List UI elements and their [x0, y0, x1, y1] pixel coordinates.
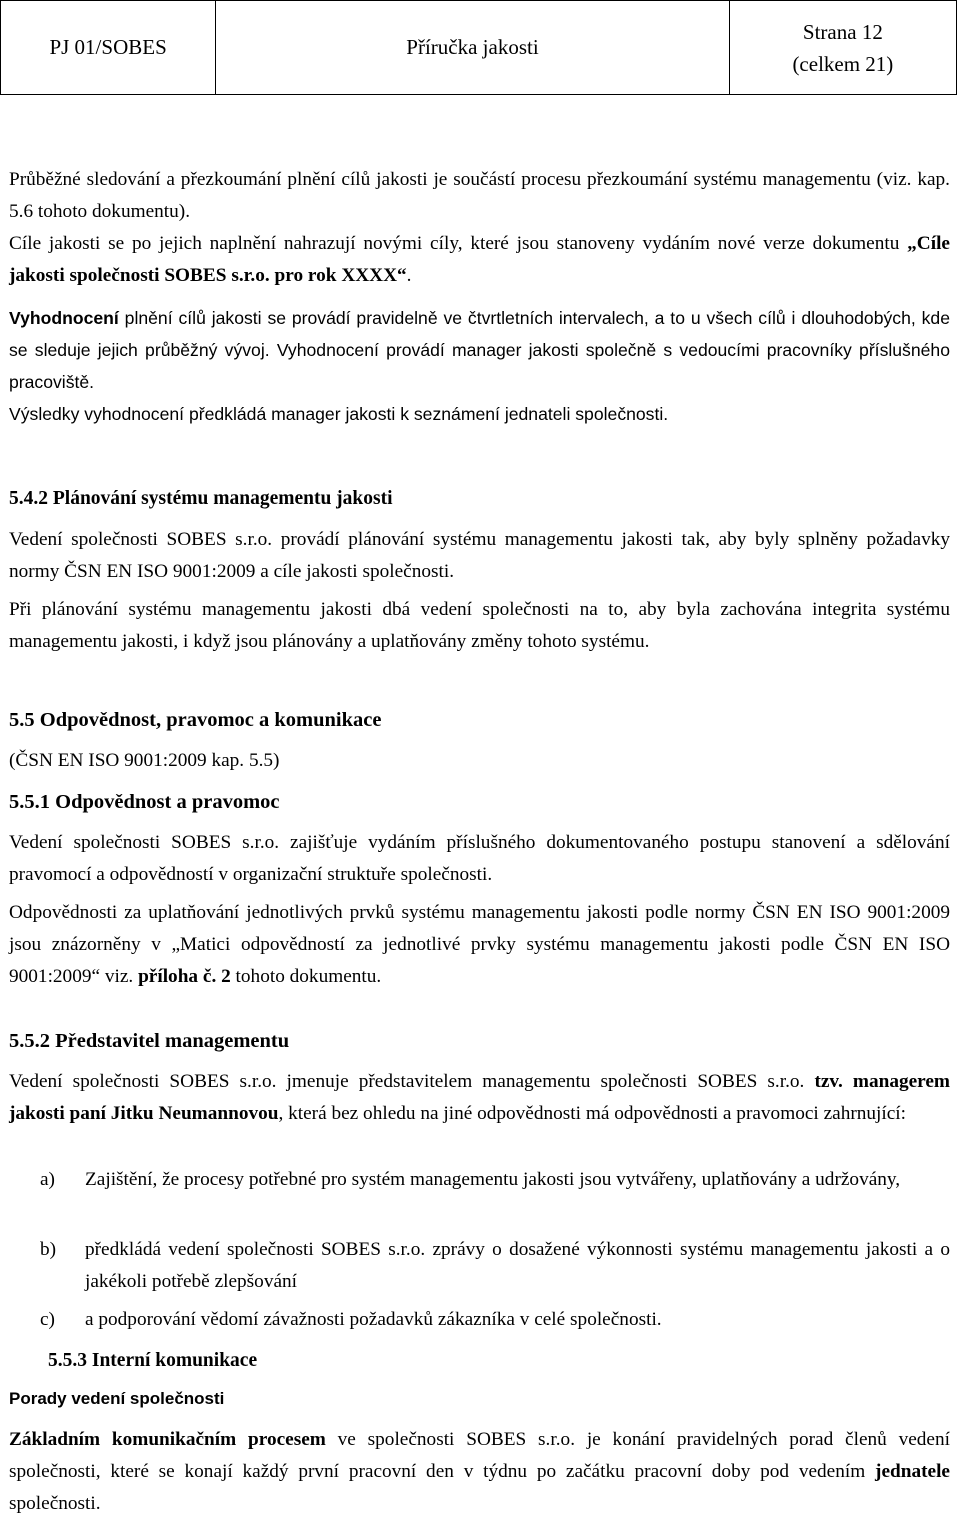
- paragraph-evaluation: [9, 302, 950, 398]
- heading-5-5: 5.5 Odpovědnost, pravomoc a komunikace: [9, 709, 382, 731]
- evaluation-text: plnění cílů jakosti se provádí pravidelně ve čtvrtletních intervalech, a to u všech cílů i dlouhodobých, kde se sleduje jejich průběžný vývoj.: [9, 308, 950, 360]
- evaluation-term: Vyhodnocení: [9, 308, 119, 328]
- matrix-text: Odpovědnosti za uplatňování jednotlivých prvků systému managementu jakosti podle normy ČSN EN ISO 9001:2009 jsou znázorněny v „Matici odpovědností za jednotlivé prvky systému managementu jakosti podle ČSN EN ISO 9001:2009“ viz.: [9, 902, 950, 987]
- paragraph-planning-integrity: Při plánování systému managementu jakosti dbá vedení společnosti na to, aby byla zachována integrita systému managementu jakosti, i když jsou plánovány a uplatňovány změny tohoto systému.: [9, 599, 950, 652]
- matrix-end: tohoto dokumentu.: [230, 966, 382, 987]
- matrix-annex-reference: příloha č. 2: [138, 966, 231, 987]
- heading-5-5-3: 5.5.3 Interní komunikace: [48, 1350, 258, 1371]
- list-marker: b): [40, 1239, 57, 1260]
- objectives-document-name: „Cíle jakosti společnosti SOBES s.r.o. pro rok XXXX“: [9, 233, 950, 286]
- page-number-cell: [729, 1, 956, 95]
- paragraph-objectives: [9, 228, 950, 292]
- meetings-end: společnosti.: [9, 1493, 101, 1514]
- page-header: [0, 0, 957, 95]
- list-marker: c): [40, 1309, 55, 1330]
- objectives-end: .: [406, 265, 412, 286]
- list-marker: a): [40, 1169, 55, 1190]
- standard-reference: (ČSN EN ISO 9001:2009 kap. 5.5): [9, 750, 280, 771]
- document-id: PJ 01/SOBES: [1, 1, 216, 95]
- subheading-management-meetings: Porady vedení společnosti: [9, 1389, 225, 1408]
- paragraph-planning: Vedení společnosti SOBES s.r.o. provádí plánování systému managementu jakosti tak, aby byly splněny požadavky normy ČSN EN ISO 9001:2009 a cíle jakosti společnosti.: [9, 529, 950, 582]
- list-text: a podporování vědomí závažnosti požadavků zákazníka v celé společnosti.: [85, 1309, 662, 1330]
- paragraph-meetings: [9, 1424, 950, 1520]
- evaluation-text-2: Vyhodnocení provádí manager jakosti společně s vedoucími pracovníky příslušného pracoviště.: [9, 340, 950, 392]
- objectives-text: Cíle jakosti se po jejich naplnění nahrazují novými cíly, které jsou stanoveny vydáním nové verze dokumentu: [9, 233, 908, 254]
- heading-5-4-2: 5.4.2 Plánování systému managementu jakosti: [9, 488, 393, 509]
- list-text: předkládá vedení společnosti SOBES s.r.o. zprávy o dosažené výkonnosti systému managementu jakosti a o jakékoli potřebě zlepšování: [85, 1239, 950, 1292]
- meetings-text: ve společnosti SOBES s.r.o. je konání pravidelných porad členů vedení společnosti, které se konají každý první pracovní den v týdnu po začátku pracovní doby pod vedením: [9, 1429, 950, 1482]
- heading-5-5-1: 5.5.1 Odpovědnost a pravomoc: [9, 791, 280, 813]
- paragraph-representative: [9, 1066, 950, 1130]
- representative-name: tzv. managerem jakosti paní Jitku Neumannovou: [9, 1071, 950, 1124]
- heading-5-5-2: 5.5.2 Představitel managementu: [9, 1030, 290, 1052]
- page-total: (celkem 21): [792, 51, 894, 76]
- meetings-term: Základním komunikačním procesem: [9, 1429, 326, 1450]
- paragraph-results: Výsledky vyhodnocení předkládá manager jakosti k seznámení jednateli společnosti.: [9, 404, 669, 424]
- paragraph-responsibility: Vedení společnosti SOBES s.r.o. zajišťuje vydáním příslušného dokumentovaného postupu stanovení a sdělování pravomocí a odpovědností v organizační struktuře společnosti.: [9, 832, 950, 885]
- document-title: Příručka jakosti: [216, 1, 730, 95]
- paragraph-review: Průběžné sledování a přezkoumání plnění cílů jakosti je součástí procesu přezkoumání systému managementu (viz. kap. 5.6 tohoto dokumentu).: [9, 169, 950, 222]
- representative-text: Vedení společnosti SOBES s.r.o. jmenuje představitelem managementu společnosti SOBES s.r.o.: [9, 1071, 815, 1092]
- page-number: Strana 12: [802, 19, 883, 44]
- representative-end: , která bez ohledu na jiné odpovědnosti má odpovědnosti a pravomoci zahrnující:: [278, 1103, 907, 1124]
- list-text: Zajištění, že procesy potřebné pro systém managementu jakosti jsou vytvářeny, uplatňovány a udržovány,: [85, 1169, 901, 1190]
- paragraph-responsibility-matrix: [9, 897, 950, 993]
- meetings-chair: jednatele: [875, 1461, 950, 1482]
